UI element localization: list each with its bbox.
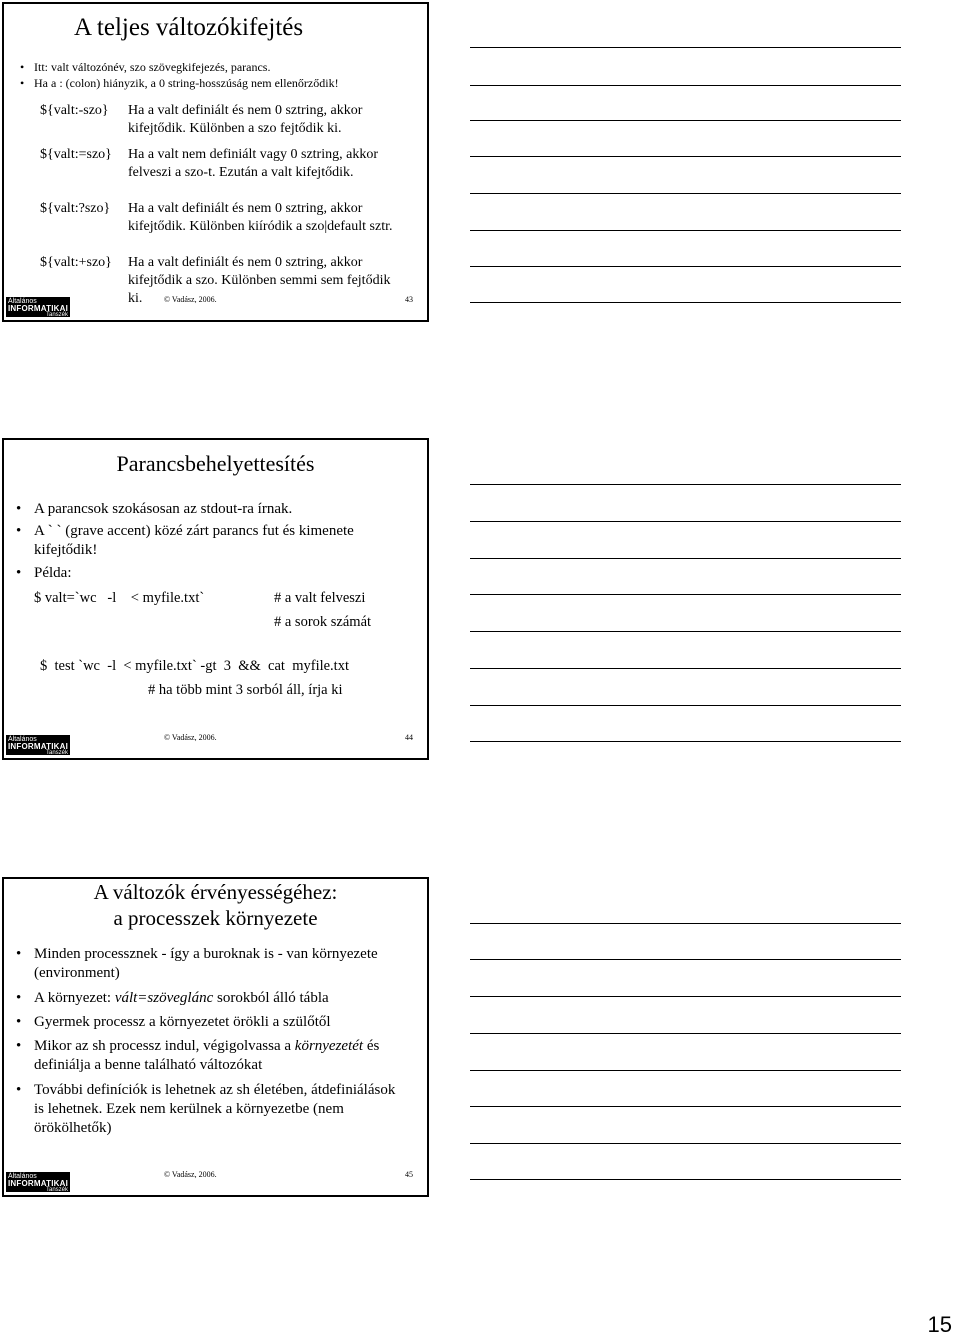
expansion-desc: Ha a valt definiált és nem 0 sztring, akkor kifejtődik. Különben a szo fejtődik ki. [128,103,363,136]
bullet-item: • Ha a : (colon) hiányzik, a 0 string-hosszúság nem ellenőrződik! [34,76,339,91]
copyright: © Vadász, 2006. [164,733,217,742]
slide-45 [2,877,429,1197]
code-example: $ valt=`wc -l < myfile.txt` [34,590,205,606]
bullet-item: • Példa: [34,564,394,583]
bullet-item: • A környezet: vált=szöveglánc sorokból álló tábla [34,989,404,1008]
expansion-term: ${valt:+szo} [40,255,112,270]
note-line [470,594,901,595]
code-comment: # a sorok számát [274,614,372,630]
slide-title-line2: a processzek környezete [113,906,318,930]
slide-title [4,879,427,931]
expansion-term: ${valt:=szo} [40,147,112,162]
note-line [470,47,901,48]
slide-44 [2,438,429,760]
code-comment: # ha több mint 3 sorból áll, írja ki [148,682,343,698]
note-line [470,484,901,485]
note-line [470,302,901,303]
code-comment: # a valt felveszi [274,590,366,606]
note-line [470,1179,901,1180]
slide-number: 45 [405,1170,413,1179]
code-example: $ test `wc -l < myfile.txt` -gt 3 && cat myfile.txt [40,658,349,674]
department-logo: Általános INFORMATIKAI Tanszék [8,298,69,318]
note-line [470,1106,901,1107]
note-line [470,156,901,157]
bullet-item: • A parancsok szokásosan az stdout-ra írnak. [34,500,394,519]
note-line [470,705,901,706]
note-line [470,85,901,86]
slide-number: 44 [405,733,413,742]
expansion-term: ${valt:?szo} [40,201,111,216]
department-logo: Általános INFORMATIKAI Tanszék [8,1173,69,1193]
bullet-item: • Itt: valt változónév, szo szövegkifejezés, parancs. [34,60,270,75]
slide-title: A teljes változókifejtés [74,14,304,41]
note-line [470,923,901,924]
note-line [470,266,901,267]
expansion-desc: Ha a valt nem definiált vagy 0 sztring, akkor felveszi a szo-t. Ezután a valt kifejtődik. [128,147,378,180]
note-line [470,193,901,194]
page-number: 15 [927,1312,952,1337]
copyright: © Vadász, 2006. [164,1170,217,1179]
expansion-desc: Ha a valt definiált és nem 0 sztring, akkor kifejtődik. Különben kiíródik a szo|default sztr. [128,201,393,234]
note-line [470,1070,901,1071]
note-line [470,558,901,559]
bullet-item: • Minden processznek - így a buroknak is - van környezete (environment) [34,945,404,983]
note-line [470,521,901,522]
note-line [470,996,901,997]
note-line [470,1143,901,1144]
note-line [470,120,901,121]
bullet-item: • Mikor az sh processz indul, végigolvassa a környezetét és definiálja a benne található változókat [34,1037,404,1075]
slide-43 [2,2,429,322]
note-line [470,1033,901,1034]
note-line [470,741,901,742]
bullet-item: • További definíciók is lehetnek az sh életében, átdefiniálások is lehetnek. Ezek nem kerülnek a környezetbe (nem örökölhetők) [34,1081,404,1138]
slide-title: Parancsbehelyettesítés [116,451,315,476]
note-line [470,230,901,231]
slide-title-line1: A változók érvényességéhez: [93,880,338,904]
note-line [470,631,901,632]
expansion-term: ${valt:-szo} [40,103,109,118]
note-line [470,959,901,960]
slide-number: 43 [405,295,413,304]
expansion-desc: Ha a valt definiált és nem 0 sztring, akkor kifejtődik a szo. Különben semmi sem fejtődik ki. [128,255,391,306]
bullet-item: • Gyermek processz a környezetet örökli a szülőtől [34,1013,404,1032]
bullet-item: • A ` ` (grave accent) közé zárt parancs fut és kimenete kifejtődik! [34,522,394,560]
department-logo: Általános INFORMATIKAI Tanszék [8,736,69,756]
copyright: © Vadász, 2006. [164,295,217,304]
note-line [470,668,901,669]
